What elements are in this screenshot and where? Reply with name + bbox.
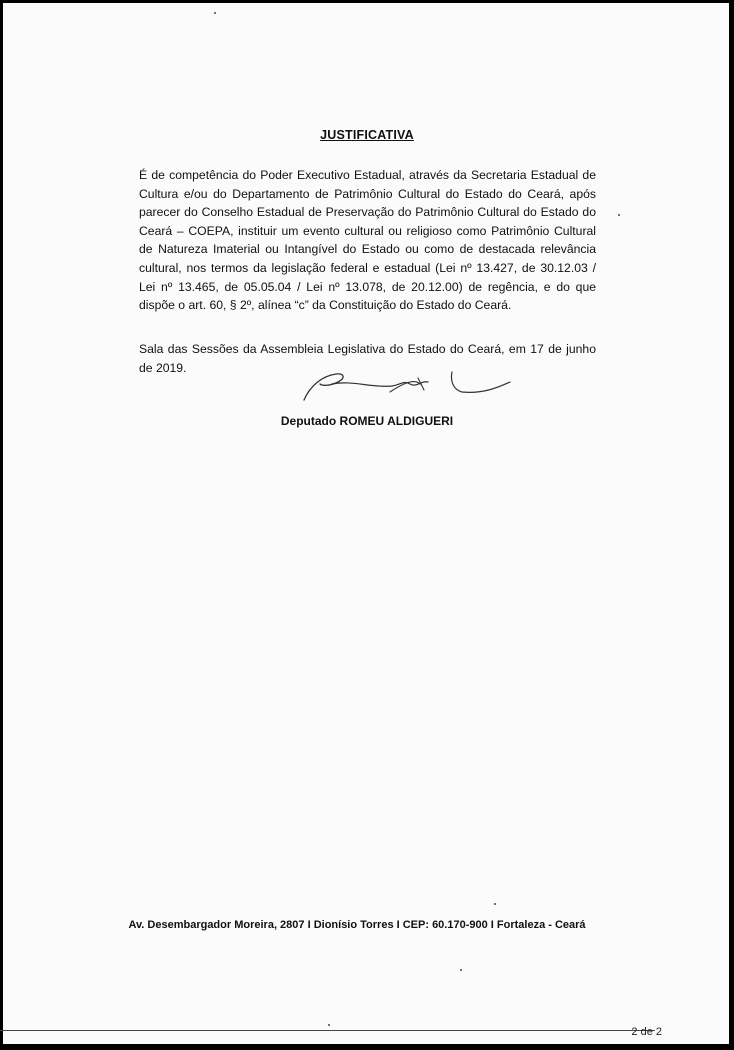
handwritten-signature [292,362,522,412]
justification-paragraph: É de competência do Poder Executivo Estadual, através da Secretaria Estadual de Cultura e/ou do Departamento de Patrimônio Cultural do Estado do Ceará, após parecer do Conselho Estadual de Preservação do Patrimônio Cultural do Estado do Ceará – COEPA, instituir um evento cultural ou religioso como Patrimônio Cultural de Natureza Imaterial ou Intangível do Estado ou como de destacada relevância cultural, nos termos da legislação federal e estadual (Lei nº 13.427, de 30.12.03 / Lei nº 13.465, de 05.05.04 / Lei nº 13.078, de 20.12.00) de regência, e do que dispõe o art. 60, § 2º, alínea “c” da Constituição do Estado do Ceará. [139,168,596,313]
page-number: 2 de 2 [631,1026,662,1038]
scan-border-top [0,0,734,3]
document-title: JUSTIFICATIVA [320,128,414,142]
scan-border-right [729,0,734,1050]
footer-address: Av. Desembargador Moreira, 2807 I Dionísio Torres I CEP: 60.170-900 I Fortaleza - Ceará [128,919,586,931]
scan-speck [618,214,620,216]
scan-speck [328,1024,330,1026]
scan-speck [460,969,462,971]
scan-border-left [0,0,3,1050]
scan-speck [214,12,216,14]
signer-name: Deputado ROMEU ALDIGUERI [280,414,454,428]
scan-border-bottom [0,1044,734,1050]
closing-statement: Sala das Sessões da Assembleia Legislativa do Estado do Ceará, em 17 de junho de 2019. [139,342,596,375]
footer-divider [0,1030,655,1031]
scan-speck [494,903,496,905]
